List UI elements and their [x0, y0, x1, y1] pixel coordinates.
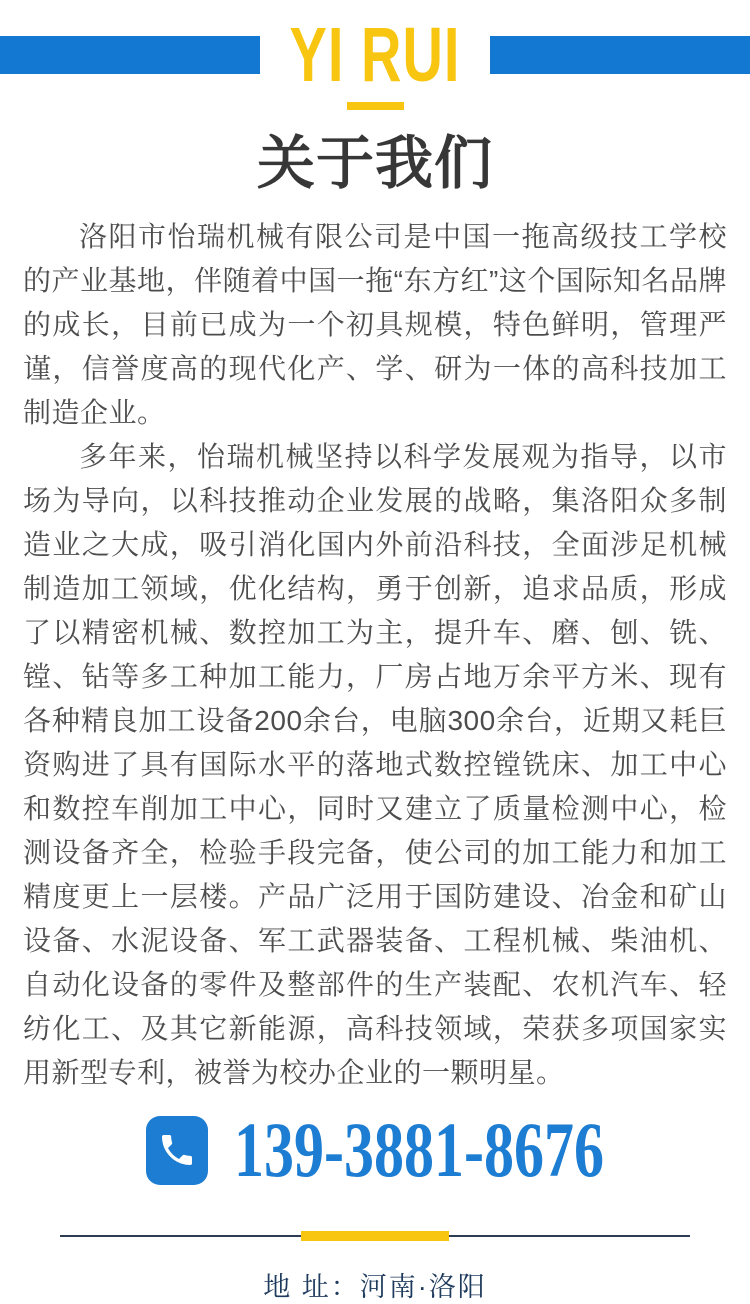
brand-logo-text: YI RUI — [289, 10, 461, 98]
footer — [0, 1231, 750, 1304]
address-text: 地 址：河南·洛阳 — [263, 1272, 487, 1302]
page-title: 关于我们 — [256, 131, 493, 196]
about-paragraph-2: 多年来，怡瑞机械坚持以科学发展观为指导，以市场为导向，以科技推动企业发展的战略，集洛阳众多制造业之大成，吸引消化国内外前沿科技，全面涉足机械制造加工领域，优化结构，勇于创新，追求品质，形成了以精密机械、数控加工为主，提升车、磨、刨、铣、镗、钻等多工种加工能力，厂房占地万余平方米、现有各种精良加工设备200余台，电脑300余台，近期又耗巨资购进了具有国际水平的落地式数控镗铣床、加工中心和数控车削加工中心，同时又建立了质量检测中心，检测设备齐全，检验手段完备，使公司的加工能力和加工精度更上一层楼。产品广泛用于国防建设、冶金和矿山设备、水泥设备、军工武器装备、工程机械、柴油机、自动化设备的零件及整部件的生产装配、农机汽车、轻纺化工、及其它新能源，高科技领域，荣获多项国家实用新型专利，被誉为校办企业的一颗明星。 — [23, 441, 727, 1088]
contact-phone-link[interactable] — [0, 1107, 750, 1193]
footer-divider — [60, 1231, 690, 1241]
phone-icon — [146, 1116, 208, 1185]
header-bar-left — [0, 36, 260, 74]
about-page — [0, 10, 750, 1302]
header-bar-right — [490, 36, 750, 74]
logo-underline-dash — [347, 102, 404, 110]
brand-header — [0, 10, 750, 196]
about-paragraph-1: 洛阳市怡瑞机械有限公司是中国一拖高级技工学校的产业基地，伴随着中国一拖“东方红”这个国际知名品牌的成长，目前已成为一个初具规模，特色鲜明，管理严谨，信誉度高的现代化产、学、研为一体的高科技加工制造企业。 — [23, 221, 727, 428]
divider-accent-bar — [301, 1231, 449, 1241]
phone-number: 139-3881-8676 — [234, 1107, 604, 1193]
about-content — [0, 215, 750, 1095]
brand-banner — [0, 10, 750, 98]
